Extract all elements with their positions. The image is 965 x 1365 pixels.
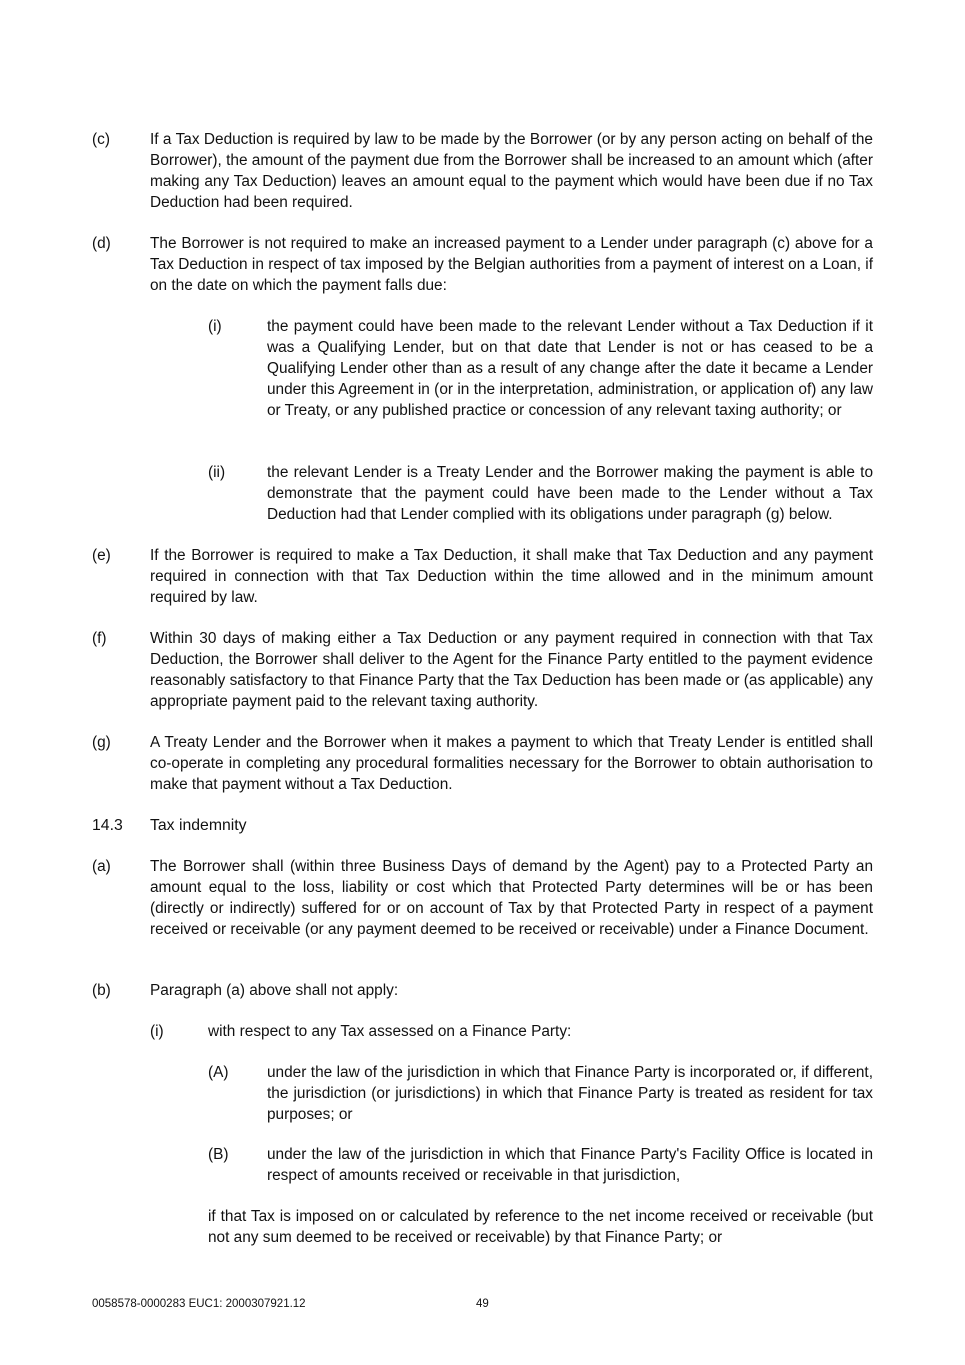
- item-label-b: (b): [92, 982, 111, 999]
- item-label-f: (f): [92, 630, 107, 647]
- item-label-d: (d): [92, 235, 111, 252]
- subitem-text-i-2: with respect to any Tax assessed on a Finance Party:: [208, 1023, 572, 1040]
- item-text-c: If a Tax Deduction is required by law to be made by the Borrower (or by any person acting on behalf of the Borrower), the amount of the payment due from the Borrower shall be increased to an amount which (after making any Tax Deduction) leaves an amount equal to the payment which would have been due if no Tax Deduction had been required.: [150, 131, 873, 211]
- item-text-d: The Borrower is not required to make an increased payment to a Lender under paragraph (c) above for a Tax Deduction in respect of tax imposed by the Belgian authorities from a payment of interest on a Loan, if on the date on which the payment falls due:: [150, 235, 873, 294]
- item-text-g: A Treaty Lender and the Borrower when it makes a payment to which that Treaty Lender is entitled shall co-operate in completing any procedural formalities necessary for the Borrower to obtain authorisation to make that payment without a Tax Deduction.: [150, 734, 873, 793]
- subitem-text-ii: the relevant Lender is a Treaty Lender and the Borrower making the payment is able to demonstrate that the payment could have been made to the Lender without a Tax Deduction had that Lender complied with its obligations under paragraph (g) below.: [267, 464, 873, 523]
- section-title: Tax indemnity: [150, 817, 247, 834]
- subitem-text-i: the payment could have been made to the relevant Lender without a Tax Deduction if it was a Qualifying Lender, but on that date that Lender is not or has ceased to be a Qualifying Lender other than as a result of any change after the date it became a Lender under this Agreement in (or in the interpretation, administration, or application of) any law or Treaty, or any published practice or concession of any relevant taxing authority; or: [267, 318, 873, 419]
- item-label-g: (g): [92, 734, 111, 751]
- item-label-a: (a): [92, 858, 111, 875]
- item-text-b: Paragraph (a) above shall not apply:: [150, 982, 399, 999]
- closing-text: if that Tax is imposed on or calculated by reference to the net income received or receivable (but not any sum deemed to be received or receivable) by that Finance Party; or: [208, 1208, 873, 1246]
- item-text-f: Within 30 days of making either a Tax Deduction or any payment required in connection with that Tax Deduction, the Borrower shall deliver to the Agent for the Finance Party entitled to the payment evidence reasonably satisfactory to that Finance Party that the Tax Deduction has been made or (as applicable) any appropriate payment paid to the relevant taxing authority.: [150, 630, 873, 710]
- item-label-e: (e): [92, 547, 111, 564]
- subitem-label-ii: (ii): [208, 464, 226, 481]
- subsubitem-label-A: (A): [208, 1064, 229, 1081]
- subsubitem-text-A: under the law of the jurisdiction in which that Finance Party is incorporated or, if different, the jurisdiction (or jurisdictions) in which that Finance Party is treated as resident for tax purposes; or: [267, 1064, 873, 1123]
- item-text-a: The Borrower shall (within three Business Days of demand by the Agent) pay to a Protected Party an amount equal to the loss, liability or cost which that Protected Party determines will be or has been (directly or indirectly) suffered for or on account of Tax by that Protected Party in respect of a payment received or receivable (or any payment deemed to be received or receivable) under a Finance Document.: [150, 858, 873, 938]
- subsubitem-label-B: (B): [208, 1146, 229, 1163]
- section-number: 14.3: [92, 817, 123, 834]
- item-text-e: If the Borrower is required to make a Tax Deduction, it shall make that Tax Deduction and any payment required in connection with that Tax Deduction within the time allowed and in the minimum amount required by law.: [150, 547, 873, 606]
- subitem-label-i: (i): [208, 318, 222, 335]
- subitem-label-i-2: (i): [150, 1023, 164, 1040]
- subsubitem-text-B: under the law of the jurisdiction in which that Finance Party's Facility Office is located in respect of amounts received or receivable in that jurisdiction,: [267, 1146, 873, 1184]
- footer-doc-ref: 0058578-0000283 EUC1: 2000307921.12: [92, 1298, 306, 1310]
- item-label-c: (c): [92, 131, 110, 148]
- footer-page-number: 49: [476, 1298, 489, 1310]
